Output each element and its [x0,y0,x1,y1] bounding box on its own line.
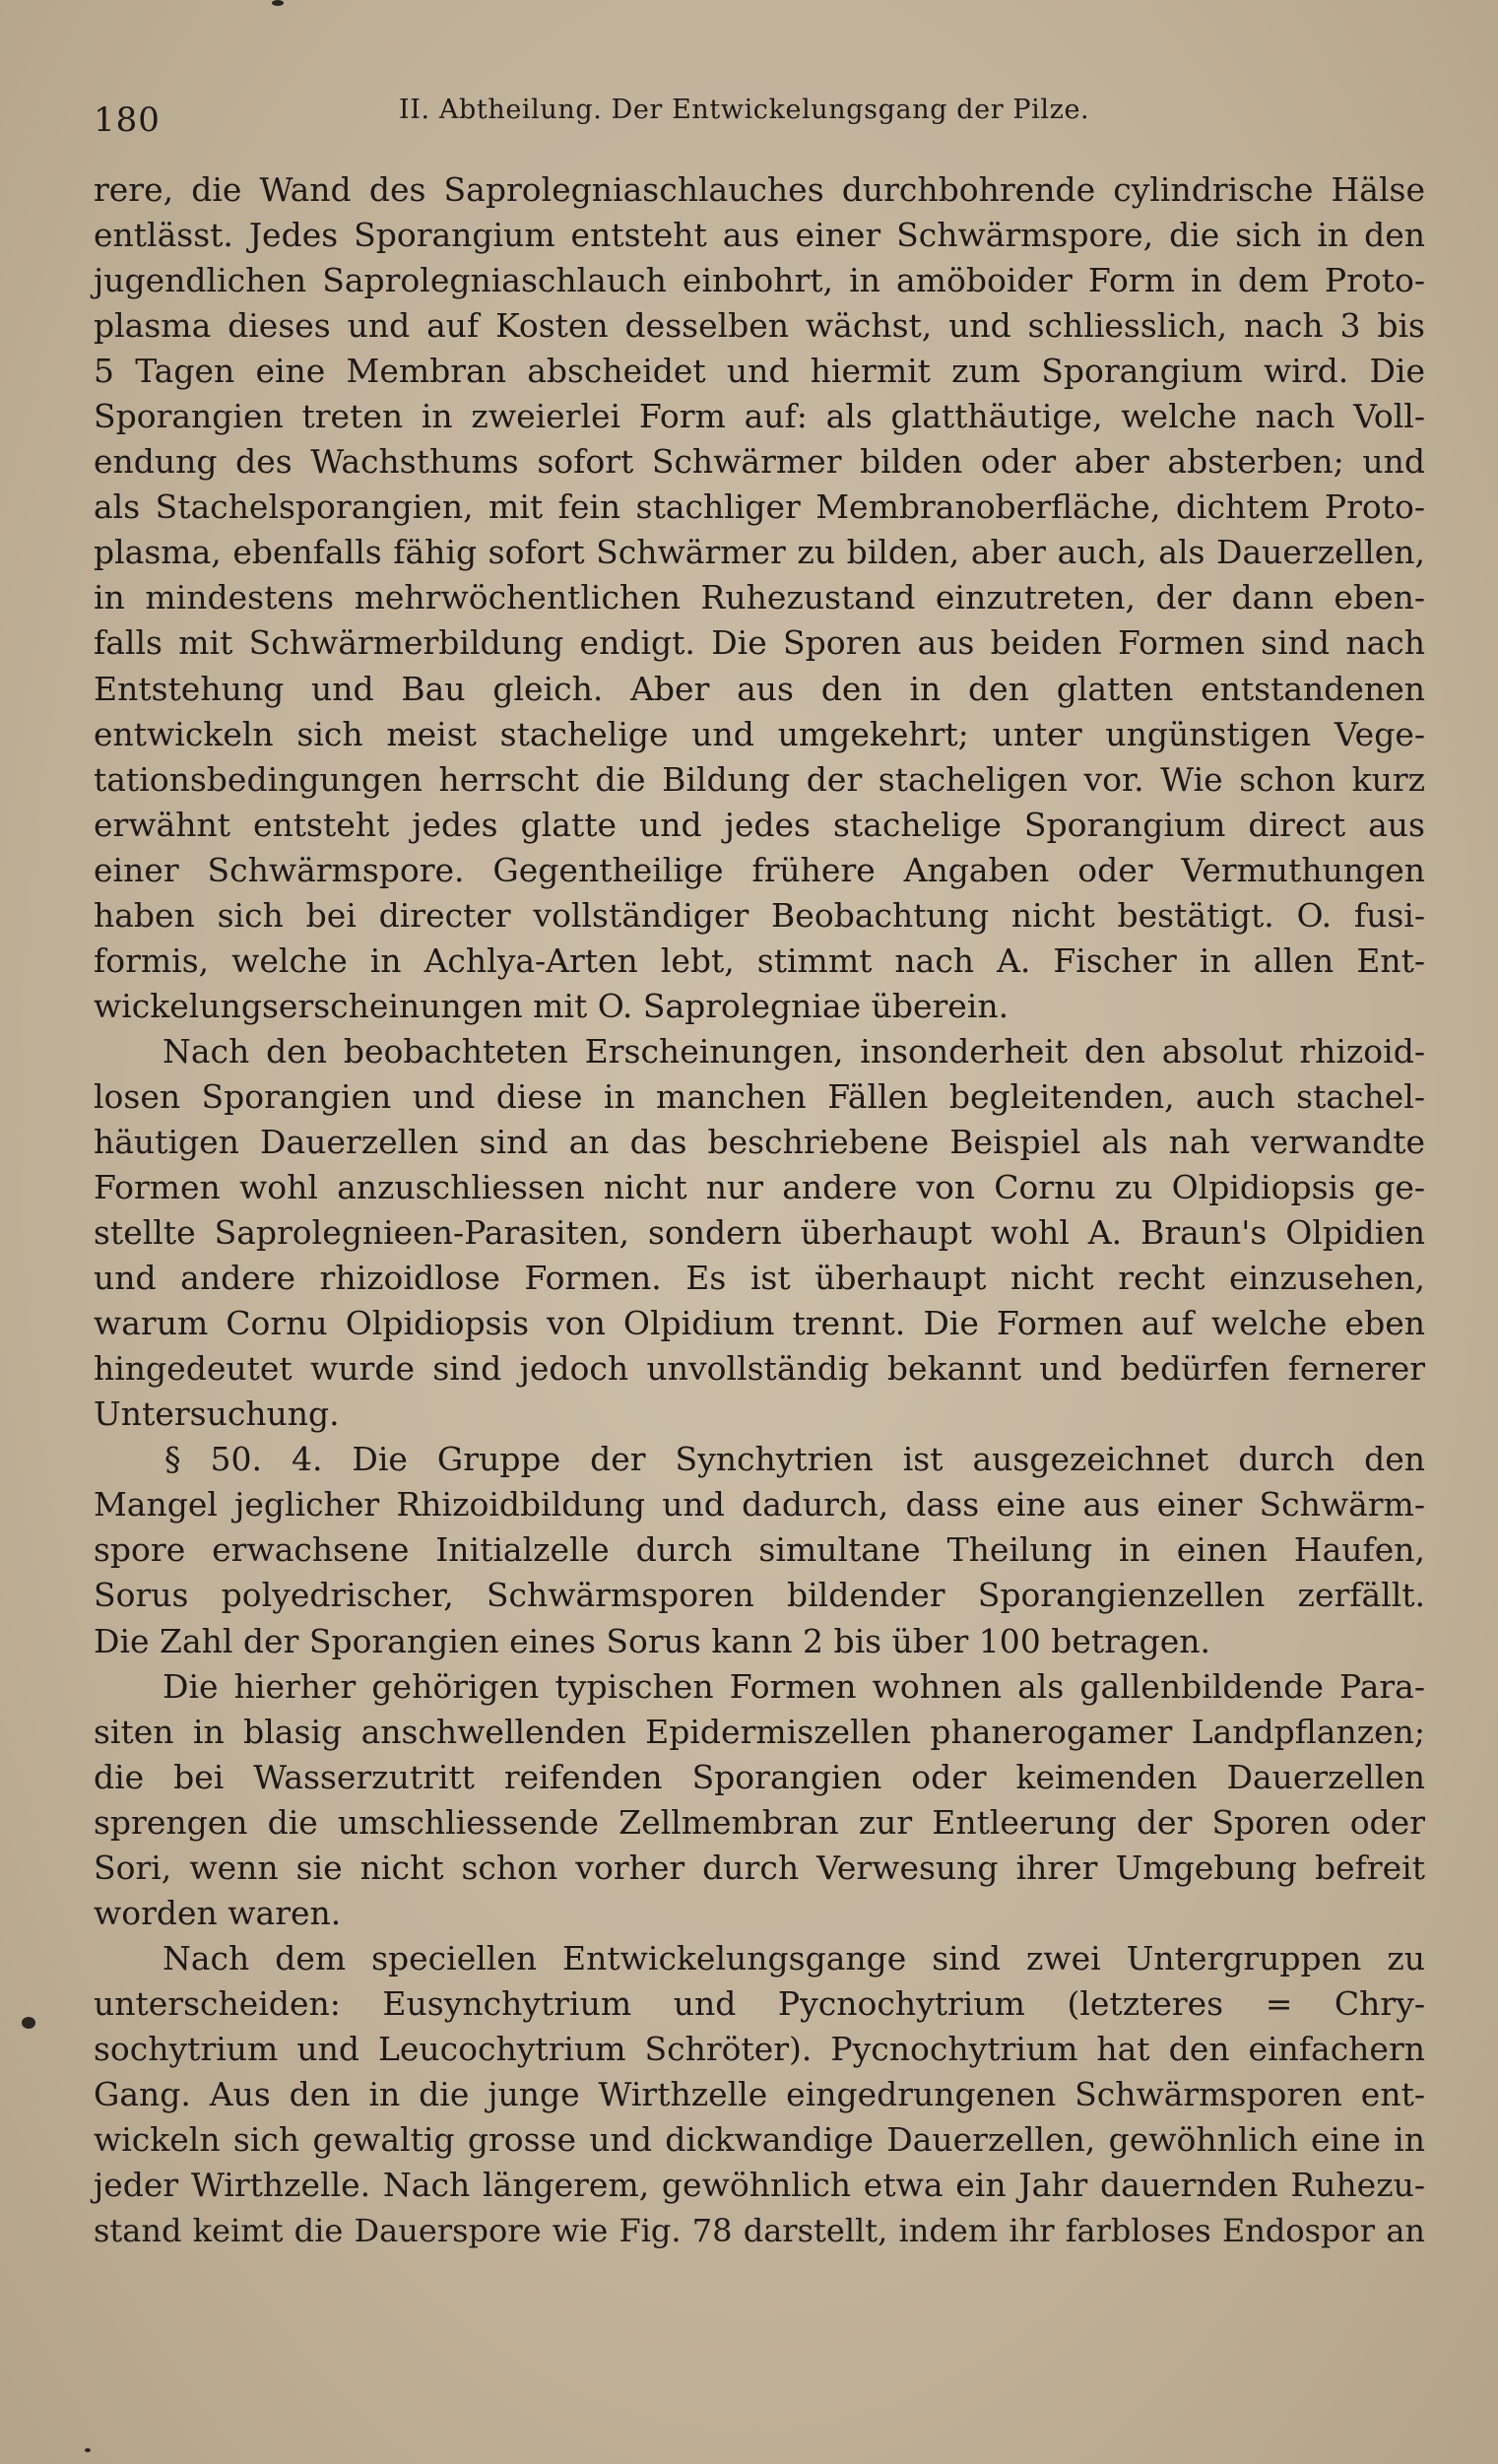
text-line: erwähnt entsteht jedes glatte und jedes stachelige Sporangium direct aus [94,805,1425,844]
paragraph-start-line: Die hierher gehörigen typischen Formen wohnen als gallenbildende Para- [163,1666,1425,1706]
text-line: worden waren. [94,1893,342,1932]
paragraph-start-line: Nach den beobachteten Erscheinungen, insonderheit den absolut rhizoid- [163,1031,1425,1070]
text-line: falls mit Schwärmerbildung endigt. Die Sporen aus beiden Formen sind nach [94,623,1425,663]
text-line: Die Zahl der Sporangien eines Sorus kann 2 bis über 100 betragen. [94,1621,1210,1660]
text-line: tationsbedingungen herrscht die Bildung der stacheligen vor. Wie schon kurz [94,759,1425,799]
text-line: stand keimt die Dauerspore wie Fig. 78 darstellt, indem ihr farbloses Endospor an [94,2212,1425,2250]
running-head: II. Abtheilung. Der Entwickelungsgang der Pilze. [399,95,1090,125]
text-line: Mangel jeglicher Rhizoidbildung und dadurch, dass eine aus einer Schwärm- [94,1485,1425,1524]
text-line: siten in blasig anschwellenden Epidermiszellen phanerogamer Landpflanzen; [94,1712,1425,1751]
text-line: Formen wohl anzuschliessen nicht nur andere von Cornu zu Olpidiopsis ge- [94,1168,1425,1207]
text-line: endung des Wachsthums sofort Schwärmer bilden oder aber absterben; und [94,442,1425,482]
text-line: Untersuchung. [94,1394,340,1434]
page-header [94,95,1433,142]
text-line: stellte Saprolegnieen-Parasiten, sondern überhaupt wohl A. Braun's Olpidien [94,1213,1425,1253]
text-line: Sporangien treten in zweierlei Form auf: als glatthäutige, welche nach Voll- [94,397,1425,436]
text-line: plasma, ebenfalls fähig sofort Schwärmer zu bilden, aber auch, als Dauerzellen, [94,533,1425,572]
text-line: Sorus polyedrischer, Schwärmsporen bildender Sporangienzellen zerfällt. [94,1576,1425,1615]
text-line: haben sich bei directer vollständiger Beobachtung nicht bestätigt. O. fusi- [94,895,1425,935]
text-line: 5 Tagen eine Membran abscheidet und hiermit zum Sporangium wird. Die [94,352,1425,391]
ink-speck [22,2017,35,2029]
paragraph-start-line: Nach dem speciellen Entwickelungsgange sind zwei Untergruppen zu [163,1938,1425,1978]
text-line: warum Cornu Olpidiopsis von Olpidium trennt. Die Formen auf welche eben [94,1304,1425,1343]
text-line: plasma dieses und auf Kosten desselben wächst, und schliesslich, nach 3 bis [94,306,1425,346]
text-line: hingedeutet wurde sind jedoch unvollständig bekannt und bedürfen fernerer [94,1349,1425,1389]
text-line: entlässt. Jedes Sporangium entsteht aus einer Schwärmspore, die sich in den [94,216,1425,255]
body-text [94,167,1425,2253]
text-line: einer Schwärmspore. Gegentheilige frühere Angaben oder Vermuthungen [94,850,1425,889]
page-number: 180 [94,100,161,140]
ink-speck [272,0,284,6]
section-heading-line: § 50. 4. Die Gruppe der Synchytrien ist ausgezeichnet durch den [164,1440,1425,1479]
text-line: unterscheiden: Eusynchytrium und Pycnochytrium (letzteres = Chry- [94,1983,1425,2023]
text-line: entwickeln sich meist stachelige und umgekehrt; unter ungünstigen Vege- [94,714,1425,753]
text-line: als Stachelsporangien, mit fein stachliger Membranoberfläche, dichtem Proto- [94,487,1425,527]
text-line: sprengen die umschliessende Zellmembran zur Entleerung der Sporen oder [94,1802,1425,1842]
text-line: rere, die Wand des Saprolegniaschlauches durchbohrende cylindrische Hälse [94,170,1425,209]
text-line: jeder Wirthzelle. Nach längerem, gewöhnlich etwa ein Jahr dauernden Ruhezu- [94,2166,1425,2205]
text-line: spore erwachsene Initialzelle durch simultane Theilung in einen Haufen, [94,1530,1425,1570]
text-line: die bei Wasserzutritt reifenden Sporangien oder keimenden Dauerzellen [94,1757,1425,1796]
text-line: Sori, wenn sie nicht schon vorher durch Verwesung ihrer Umgebung befreit [94,1848,1425,1887]
text-line: wickeln sich gewaltig grosse und dickwandige Dauerzellen, gewöhnlich eine in [94,2120,1425,2160]
text-line: losen Sporangien und diese in manchen Fällen begleitenden, auch stachel- [94,1076,1425,1116]
text-line: formis, welche in Achlya-Arten lebt, stimmt nach A. Fischer in allen Ent- [94,940,1425,980]
text-line: jugendlichen Saprolegniaschlauch einbohrt, in amöboider Form in dem Proto- [94,261,1425,300]
text-line: Entstehung und Bau gleich. Aber aus den in den glatten entstandenen [94,669,1425,708]
text-line: häutigen Dauerzellen sind an das beschriebene Beispiel als nah verwandte [94,1122,1425,1161]
text-line: sochytrium und Leucochytrium Schröter). Pycnochytrium hat den einfachern [94,2029,1425,2068]
text-line: wickelungserscheinungen mit O. Saprolegniae überein. [94,986,1010,1025]
ink-speck [85,2448,91,2452]
text-line: und andere rhizoidlose Formen. Es ist überhaupt nicht recht einzusehen, [94,1259,1425,1298]
text-line: Gang. Aus den in die junge Wirthzelle eingedrungenen Schwärmsporen ent- [94,2074,1425,2113]
text-line: in mindestens mehrwöchentlichen Ruhezustand einzutreten, der dann eben- [94,578,1425,617]
